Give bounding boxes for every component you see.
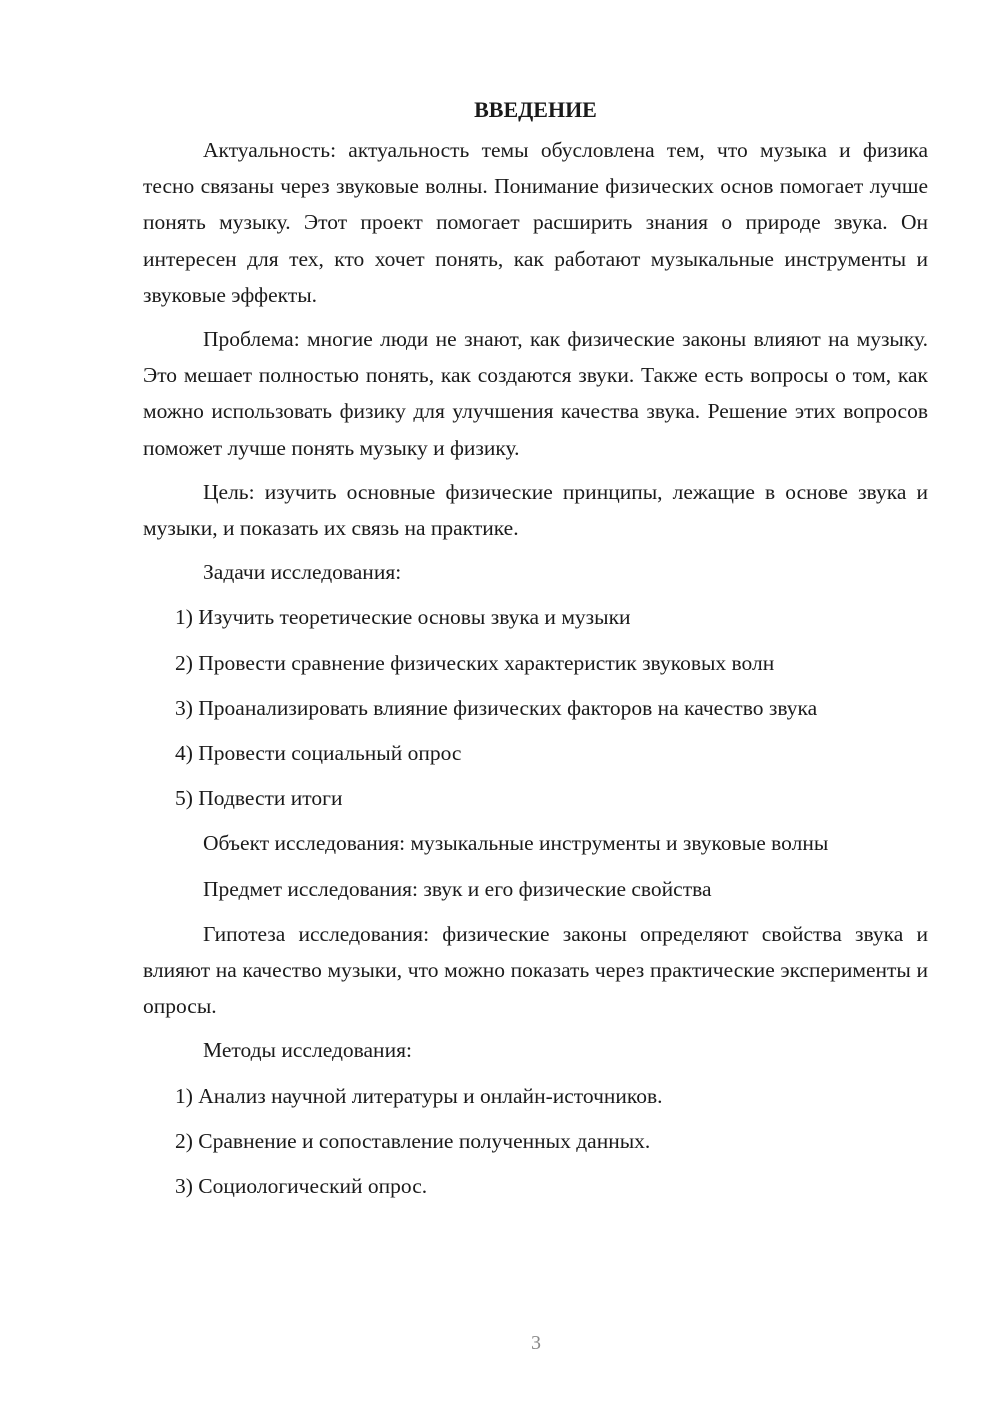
task-item-1: 1) Изучить теоретические основы звука и музыки — [175, 605, 631, 630]
tasks-heading: Задачи исследования: — [203, 560, 402, 585]
task-item-5: 5) Подвести итоги — [175, 786, 343, 811]
page-content — [143, 92, 928, 1213]
task-item-4: 4) Провести социальный опрос — [175, 741, 462, 766]
problem-paragraph: Проблема: многие люди не знают, как физические законы влияют на музыку. Это мешает полностью понять, как создаются звуки. Также есть вопросы о том, как можно использовать физику для улучшения качества звука. Решение этих вопросов поможет лучше понять музыку и физику. — [143, 327, 928, 460]
method-item-2: 2) Сравнение и сопоставление полученных данных. — [175, 1128, 651, 1153]
methods-heading: Методы исследования: — [203, 1038, 412, 1063]
task-item-3: 3) Проанализировать влияние физических факторов на качество звука — [175, 695, 818, 720]
hypothesis-paragraph: Гипотеза исследования: физические законы определяют свойства звука и влияют на качество музыки, что можно показать через практические эксперименты и опросы. — [143, 921, 928, 1019]
page-number: 3 — [531, 1332, 541, 1354]
research-object: Объект исследования: музыкальные инструменты и звуковые волны — [203, 831, 829, 856]
method-item-1: 1) Анализ научной литературы и онлайн-источников. — [175, 1083, 663, 1108]
research-subject: Предмет исследования: звук и его физические свойства — [203, 876, 712, 901]
goal-paragraph: Цель: изучить основные физические принципы, лежащие в основе звука и музыки, и показать их связь на практике. — [143, 479, 928, 541]
section-title: ВВЕДЕНИЕ — [474, 97, 597, 122]
relevance-paragraph: Актуальность: актуальность темы обусловлена тем, что музыка и физика тесно связаны через звуковые волны. Понимание физических основ помогает лучше понять музыку. Этот проект помогает расширить знания о природе звука. Он интересен для тех, кто хочет понять, как работают музыкальные инструменты и звуковые эффекты. — [143, 138, 928, 307]
task-item-2: 2) Провести сравнение физических характеристик звуковых волн — [175, 650, 775, 675]
method-item-3: 3) Социологический опрос. — [175, 1174, 428, 1199]
